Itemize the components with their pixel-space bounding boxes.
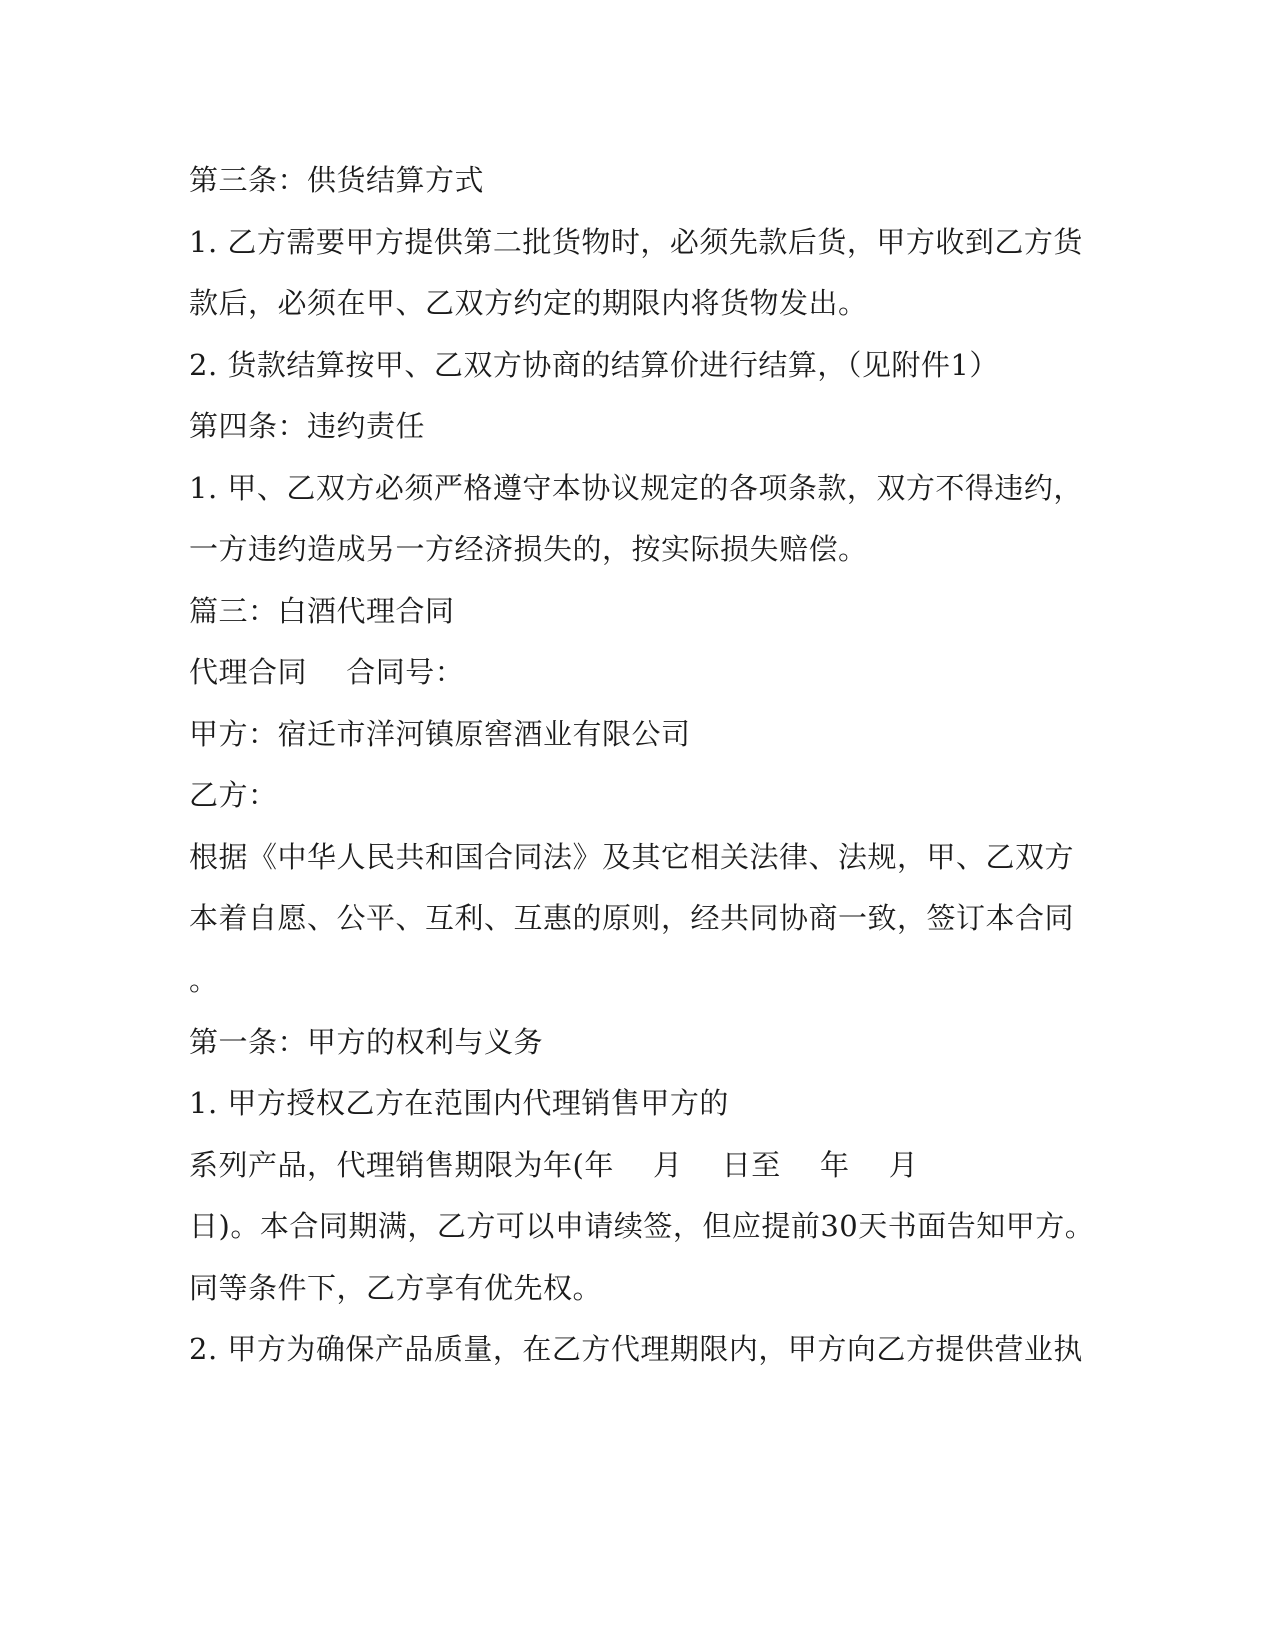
contract-title-line: 代理合同 合同号： xyxy=(189,655,465,689)
paragraph-line: 款后，必须在甲、乙双方约定的期限内将货物发出。 xyxy=(189,286,868,320)
paragraph-line: 根据《中华人民共和国合同法》及其它相关法律、法规，甲、乙双方 xyxy=(189,840,1075,874)
chapter-heading: 篇三：白酒代理合同 xyxy=(189,594,455,628)
party-b-line: 乙方： xyxy=(189,778,278,812)
paragraph-line: 日)。本合同期满，乙方可以申请续签，但应提前30天书面告知甲方。 xyxy=(189,1209,1095,1243)
paragraph-line: 。 xyxy=(189,963,219,997)
paragraph-line: 1. 甲方授权乙方在范围内代理销售甲方的 xyxy=(189,1086,729,1120)
paragraph-line: 一方违约造成另一方经济损失的，按实际损失赔偿。 xyxy=(189,532,868,566)
party-a-line: 甲方：宿迁市洋河镇原窖酒业有限公司 xyxy=(189,717,691,751)
section-heading-article-1: 第一条：甲方的权利与义务 xyxy=(189,1025,544,1059)
paragraph-line: 本着自愿、公平、互利、互惠的原则，经共同协商一致，签订本合同 xyxy=(189,901,1075,935)
paragraph-line: 系列产品，代理销售期限为年(年 月 日至 年 月 xyxy=(189,1148,919,1182)
paragraph-line: 2. 货款结算按甲、乙双方协商的结算价进行结算，（见附件1） xyxy=(189,348,999,382)
paragraph-line: 2. 甲方为确保产品质量，在乙方代理期限内，甲方向乙方提供营业执 xyxy=(189,1332,1083,1366)
paragraph-line: 同等条件下，乙方享有优先权。 xyxy=(189,1271,603,1305)
paragraph-line: 1. 甲、乙双方必须严格遵守本协议规定的各项条款，双方不得违约， xyxy=(189,471,1083,505)
paragraph-line: 1. 乙方需要甲方提供第二批货物时，必须先款后货，甲方收到乙方货 xyxy=(189,225,1083,259)
section-heading-article-3: 第三条：供货结算方式 xyxy=(189,163,485,197)
section-heading-article-4: 第四条：违约责任 xyxy=(189,409,426,443)
